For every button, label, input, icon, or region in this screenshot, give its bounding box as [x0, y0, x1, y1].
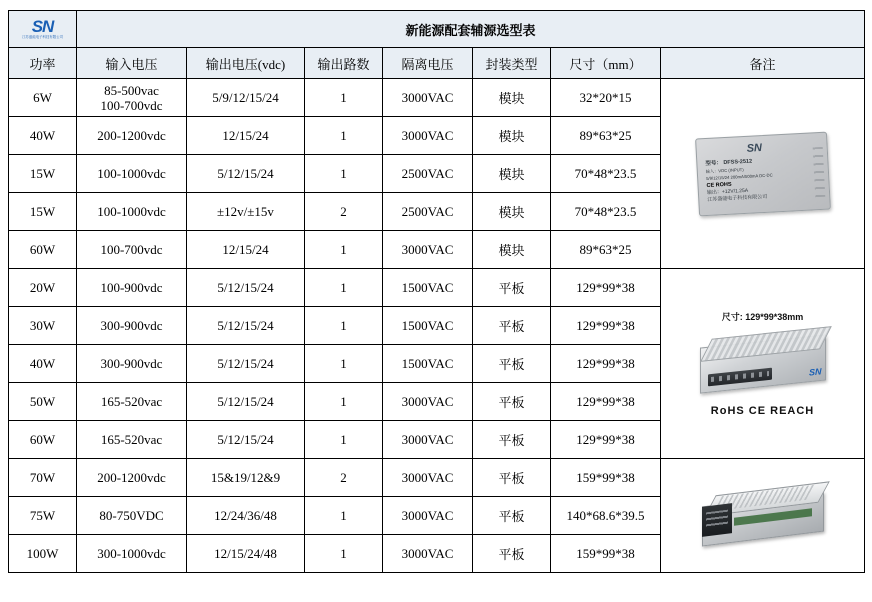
cell-isolation: 1500VAC	[383, 307, 473, 345]
cell-output-voltage: 12/15/24	[187, 231, 305, 269]
cell-input-voltage: 300-900vdc	[77, 307, 187, 345]
company-logo-cell	[9, 11, 77, 48]
module-cert-line: CE ROHS	[705, 181, 732, 189]
cell-input-voltage: 300-900vdc	[77, 345, 187, 383]
cell-size: 129*99*38	[551, 345, 661, 383]
cell-power: 15W	[9, 193, 77, 231]
cell-channels: 2	[305, 459, 383, 497]
cell-size: 89*63*25	[551, 231, 661, 269]
cell-output-voltage: ±12v/±15v	[187, 193, 305, 231]
cell-size: 70*48*23.5	[551, 193, 661, 231]
cell-output-voltage: 12/15/24/48	[187, 535, 305, 573]
cell-isolation: 1500VAC	[383, 269, 473, 307]
cell-package: 平板	[473, 269, 551, 307]
cell-isolation: 3000VAC	[383, 421, 473, 459]
cell-isolation: 3000VAC	[383, 497, 473, 535]
cell-input-voltage: 200-1200vdc	[77, 459, 187, 497]
spec-table	[8, 10, 865, 573]
logo-mark: SN	[31, 16, 54, 36]
cell-channels: 1	[305, 269, 383, 307]
cell-channels: 1	[305, 117, 383, 155]
cell-size: 159*99*38	[551, 535, 661, 573]
cell-package: 平板	[473, 383, 551, 421]
cell-package: 模块	[473, 117, 551, 155]
cell-package: 平板	[473, 307, 551, 345]
header-remark: 备注	[661, 48, 865, 79]
cell-isolation: 1500VAC	[383, 345, 473, 383]
cell-input-voltage-line2: 100-700vdc	[100, 97, 163, 113]
company-logo	[11, 12, 74, 46]
cell-input-voltage: 165-520vac	[77, 383, 187, 421]
cell-output-voltage: 5/12/15/24	[187, 269, 305, 307]
cell-input-voltage: 100-1000vdc	[77, 155, 187, 193]
cell-input-voltage: 200-1200vdc	[77, 117, 187, 155]
cell-package: 模块	[473, 231, 551, 269]
cell-power: 30W	[9, 307, 77, 345]
table-row	[9, 269, 865, 307]
cell-input-voltage: 165-520vac	[77, 421, 187, 459]
module-model-line: 型号： DFSS-2512	[704, 158, 752, 167]
cell-power: 50W	[9, 383, 77, 421]
cell-power: 40W	[9, 117, 77, 155]
cell-isolation: 3000VAC	[383, 231, 473, 269]
title-row	[9, 11, 865, 48]
cell-power: 6W	[9, 79, 77, 117]
header-isolation-voltage: 隔离电压	[383, 48, 473, 79]
flat-size-label: 尺寸: 129*99*38mm	[721, 312, 804, 322]
cell-channels: 1	[305, 383, 383, 421]
cell-input-voltage: 100-900vdc	[77, 269, 187, 307]
flat-logo: SN	[809, 366, 822, 378]
table-row	[9, 79, 865, 117]
cell-input-voltage: 100-1000vdc	[77, 193, 187, 231]
cell-isolation: 2500VAC	[383, 193, 473, 231]
remark-flat-photo	[661, 269, 865, 459]
cell-size: 70*48*23.5	[551, 155, 661, 193]
module-spec-line: 5/9/12/15/24 200mA/500mA DC-DC	[705, 172, 773, 181]
cell-size: 159*99*38	[551, 459, 661, 497]
module-output-line: 输出：+12V/1.25A	[706, 187, 748, 196]
cell-channels: 1	[305, 231, 383, 269]
cell-output-voltage: 5/9/12/15/24	[187, 79, 305, 117]
cell-output-voltage: 5/12/15/24	[187, 345, 305, 383]
flat-product-image	[688, 327, 838, 401]
cell-channels: 1	[305, 307, 383, 345]
cell-power: 60W	[9, 421, 77, 459]
cell-size: 129*99*38	[551, 269, 661, 307]
cell-isolation: 3000VAC	[383, 535, 473, 573]
cell-power: 40W	[9, 345, 77, 383]
cell-package: 模块	[473, 79, 551, 117]
cell-channels: 1	[305, 155, 383, 193]
cell-power: 20W	[9, 269, 77, 307]
cell-package: 平板	[473, 497, 551, 535]
cell-size: 129*99*38	[551, 421, 661, 459]
cell-output-voltage: 12/15/24	[187, 117, 305, 155]
cell-isolation: 2500VAC	[383, 155, 473, 193]
header-package-type: 封装类型	[473, 48, 551, 79]
cell-output-voltage: 12/24/36/48	[187, 497, 305, 535]
cell-size: 129*99*38	[551, 307, 661, 345]
enclosed-front-panel	[702, 503, 732, 537]
cell-package: 模块	[473, 155, 551, 193]
cell-package: 平板	[473, 421, 551, 459]
logo-subtitle: 江苏盛能电子科技有限公司	[22, 34, 63, 39]
header-output-channels: 输出路数	[305, 48, 383, 79]
remark-enclosed-photo	[661, 459, 865, 573]
cell-input-voltage: 300-1000vdc	[77, 535, 187, 573]
cell-power: 15W	[9, 155, 77, 193]
cell-size: 89*63*25	[551, 117, 661, 155]
module-company-line: 江苏盛能电子科技有限公司	[706, 193, 767, 203]
cell-output-voltage: 5/12/15/24	[187, 421, 305, 459]
cell-package: 平板	[473, 535, 551, 573]
cell-channels: 1	[305, 497, 383, 535]
cell-power: 70W	[9, 459, 77, 497]
cell-package: 平板	[473, 345, 551, 383]
page-title: 新能源配套辅源选型表	[77, 11, 865, 48]
table-row	[9, 459, 865, 497]
header-output-voltage: 输出电压(vdc)	[187, 48, 305, 79]
remark-module-photo	[661, 79, 865, 269]
cell-channels: 2	[305, 193, 383, 231]
enclosed-photo-wrap	[663, 459, 862, 572]
cell-input-voltage: 80-750VDC	[77, 497, 187, 535]
module-logo: SN	[745, 141, 762, 155]
cell-power: 60W	[9, 231, 77, 269]
header-row	[9, 48, 865, 79]
cell-isolation: 3000VAC	[383, 79, 473, 117]
header-input-voltage: 输入电压	[77, 48, 187, 79]
cell-power: 75W	[9, 497, 77, 535]
cell-power: 100W	[9, 535, 77, 573]
cell-channels: 1	[305, 79, 383, 117]
enclosed-product-image	[688, 483, 838, 549]
cell-input-voltage: 100-700vdc	[77, 231, 187, 269]
module-input-line: 输入：VDC (INPUT)	[705, 166, 744, 174]
cell-input-voltage	[77, 79, 187, 117]
cell-isolation: 3000VAC	[383, 117, 473, 155]
cell-output-voltage: 5/12/15/24	[187, 155, 305, 193]
cell-size: 32*20*15	[551, 79, 661, 117]
cell-output-voltage: 5/12/15/24	[187, 307, 305, 345]
cell-channels: 1	[305, 535, 383, 573]
header-size: 尺寸（mm）	[551, 48, 661, 79]
flat-photo-wrap	[663, 306, 862, 421]
cell-output-voltage: 15&19/12&9	[187, 459, 305, 497]
certification-marks: RoHS CE REACH	[710, 405, 815, 417]
header-power: 功率	[9, 48, 77, 79]
module-pins	[812, 146, 825, 196]
cell-package: 模块	[473, 193, 551, 231]
cell-channels: 1	[305, 345, 383, 383]
cell-size: 140*68.6*39.5	[551, 497, 661, 535]
module-photo-wrap	[663, 79, 862, 268]
cell-package: 平板	[473, 459, 551, 497]
module-product-image	[695, 131, 831, 216]
cell-isolation: 3000VAC	[383, 459, 473, 497]
cell-input-voltage-line1: 85-500vac	[104, 82, 159, 98]
cell-size: 129*99*38	[551, 383, 661, 421]
cell-channels: 1	[305, 421, 383, 459]
cell-output-voltage: 5/12/15/24	[187, 383, 305, 421]
cell-isolation: 3000VAC	[383, 383, 473, 421]
